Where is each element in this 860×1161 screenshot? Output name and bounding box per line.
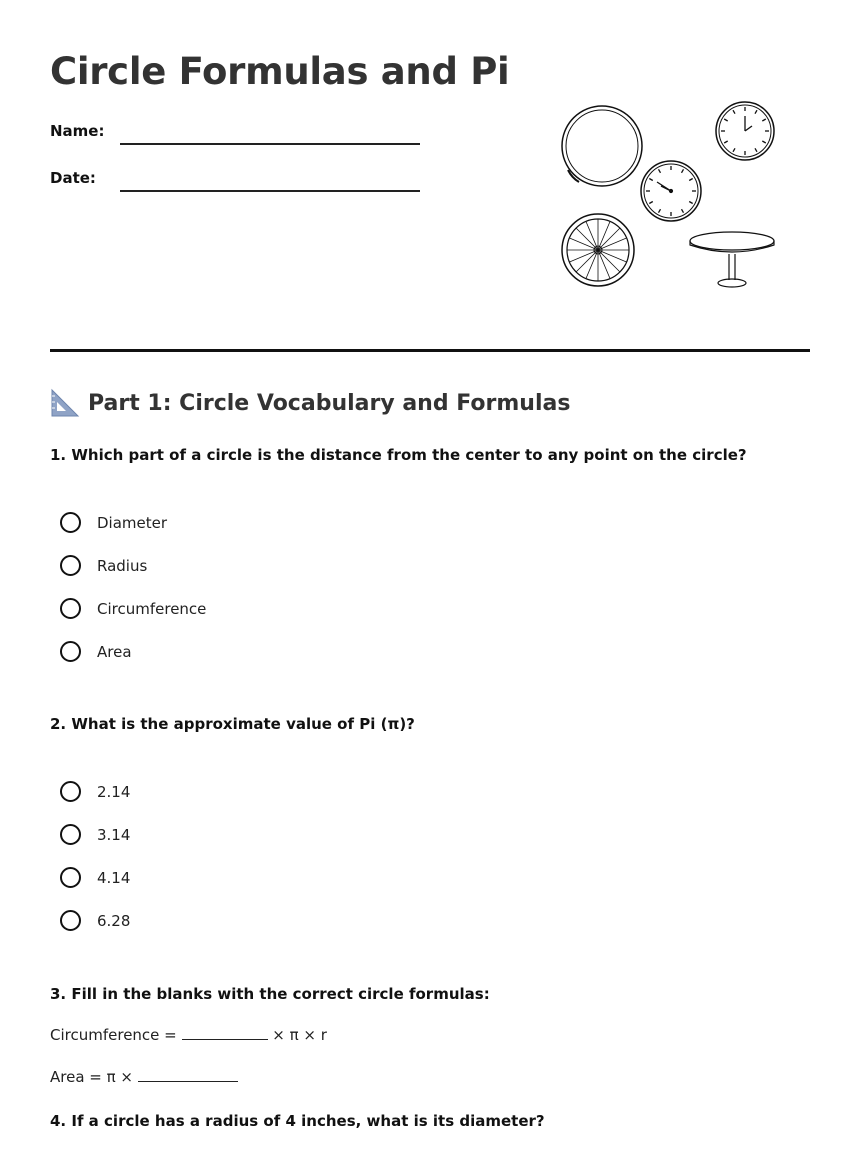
radio-button[interactable] bbox=[60, 824, 81, 845]
name-field[interactable] bbox=[120, 143, 420, 145]
option-2-14[interactable] bbox=[60, 770, 130, 813]
option-label: 3.14 bbox=[97, 825, 131, 844]
area-formula bbox=[50, 1067, 238, 1086]
option-area[interactable] bbox=[60, 630, 206, 673]
option-6-28[interactable] bbox=[60, 899, 130, 942]
wall-clock-icon bbox=[716, 102, 774, 160]
circumference-prefix: Circumference = bbox=[50, 1026, 182, 1044]
circumference-formula bbox=[50, 1025, 327, 1044]
circumference-suffix: × π × r bbox=[267, 1026, 327, 1044]
wheel-icon bbox=[562, 214, 634, 286]
option-label: Diameter bbox=[97, 513, 168, 532]
option-label: 4.14 bbox=[97, 868, 131, 887]
question-2-options bbox=[60, 770, 130, 942]
question-2: 2. What is the approximate value of Pi (π)? bbox=[50, 715, 415, 733]
question-1-options bbox=[60, 501, 206, 673]
section-title: Part 1: Circle Vocabulary and Formulas bbox=[88, 390, 571, 416]
question-3: 3. Fill in the blanks with the correct circle formulas: bbox=[50, 985, 490, 1003]
radio-button[interactable] bbox=[60, 555, 81, 576]
date-label: Date: bbox=[50, 169, 96, 187]
option-label: 2.14 bbox=[97, 782, 131, 801]
set-square-icon bbox=[50, 388, 80, 418]
radio-button[interactable] bbox=[60, 910, 81, 931]
radio-button[interactable] bbox=[60, 781, 81, 802]
option-label: Radius bbox=[97, 556, 148, 575]
option-circumference[interactable] bbox=[60, 587, 206, 630]
radio-button[interactable] bbox=[60, 867, 81, 888]
option-label: 6.28 bbox=[97, 911, 131, 930]
name-label: Name: bbox=[50, 122, 105, 140]
question-4: 4. If a circle has a radius of 4 inches, what is its diameter? bbox=[50, 1112, 545, 1130]
area-blank[interactable] bbox=[138, 1067, 238, 1082]
round-table-icon bbox=[690, 232, 774, 287]
page-title: Circle Formulas and Pi bbox=[50, 50, 510, 93]
radio-button[interactable] bbox=[60, 512, 81, 533]
circle-objects-illustration bbox=[555, 98, 785, 298]
option-diameter[interactable] bbox=[60, 501, 206, 544]
circumference-blank[interactable] bbox=[182, 1025, 268, 1040]
radio-button[interactable] bbox=[60, 598, 81, 619]
option-label: Area bbox=[97, 642, 132, 661]
option-label: Circumference bbox=[97, 599, 207, 618]
option-4-14[interactable] bbox=[60, 856, 130, 899]
question-1: 1. Which part of a circle is the distance from the center to any point on the circle? bbox=[50, 446, 747, 464]
date-field[interactable] bbox=[120, 190, 420, 192]
radio-button[interactable] bbox=[60, 641, 81, 662]
section-heading bbox=[50, 388, 570, 418]
header-divider bbox=[50, 349, 810, 352]
option-3-14[interactable] bbox=[60, 813, 130, 856]
mirror-ring-icon bbox=[562, 106, 642, 186]
clock-icon bbox=[641, 161, 701, 221]
option-radius[interactable] bbox=[60, 544, 206, 587]
area-prefix: Area = π × bbox=[50, 1068, 138, 1086]
